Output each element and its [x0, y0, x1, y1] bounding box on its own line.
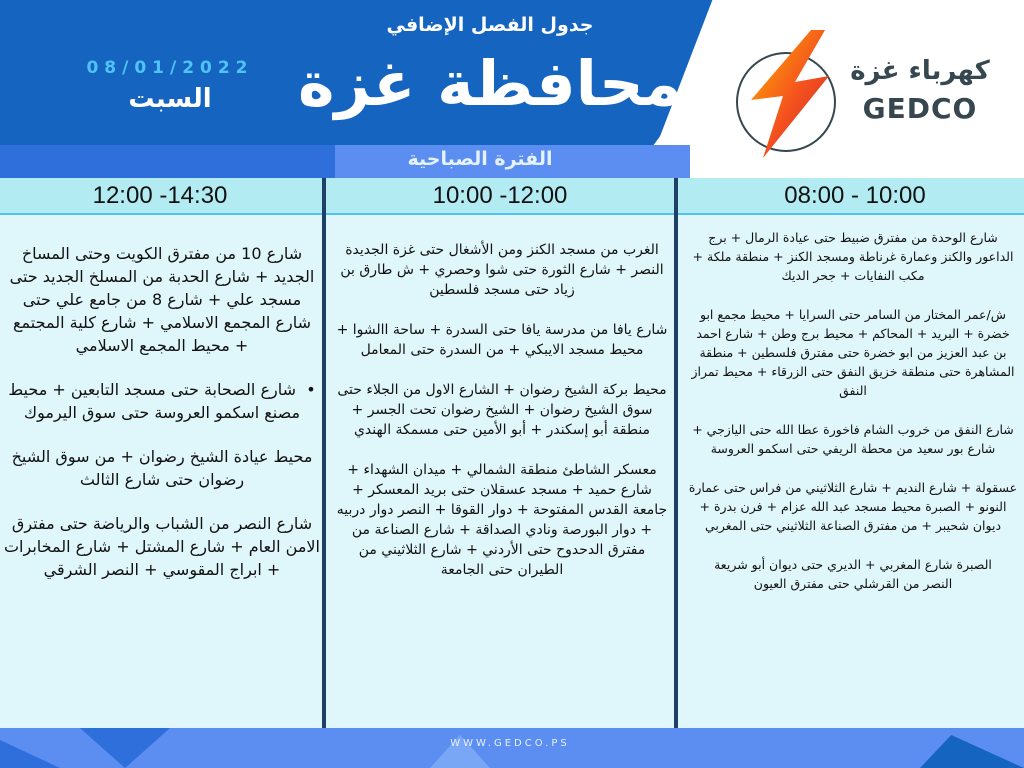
area-block: الغرب من مسجد الكنز ومن الأشغال حتى غزة الجديدة النصر + شارع الثورة حتى شوا وحصري + ش طارق بن زياد حتى مسجد فلسطين [340, 242, 664, 298]
area-block: محيط بركة الشيخ رضوان + الشارع الاول من الجلاء حتى سوق الشيخ رضوان + الشيخ رضوان تحت الجسر + منطقة أبو إسكندر + أبو الأمين حتى مسمكة الهندي [337, 382, 667, 438]
time-slot-1: 08:00 - 10:00 [784, 182, 926, 209]
area-block: الصبرة شارع المغربي + الديري حتى ديوان أبو شريعة [714, 557, 992, 572]
area-block: شارع النفق من خروب الشام فاخورة عطا الله حتى اليازجي + شارع بور سعيد من محطة الريفي حتى اسكمو العروسة [692, 422, 1014, 456]
time-slot-2: 10:00 -12:00 [432, 182, 568, 209]
areas-column-3 [4, 242, 320, 581]
column-divider [674, 178, 678, 728]
area-block [4, 378, 320, 424]
area-block: محيط عيادة الشيخ رضوان + من سوق الشيخ رضوان حتى شارع الثالث [11, 447, 313, 489]
logo-arabic-name: كهرباء غزة [850, 56, 990, 86]
area-block: شارع النصر من الشباب والرياضة حتى مفترق الامن العام + شارع المشتل + شارع المخابرات + ابراج المقوسي + النصر الشرقي [3, 514, 320, 579]
period-label: الفترة الصباحية [407, 148, 553, 170]
areas-column-1 [688, 228, 1018, 593]
area-block: شارع 10 من مفترق الكويت وحتى المساخ الجديد + شارع الحدبة من المسلخ الجديد حتى مسجد علي + شارع 8 من جامع علي حتى شارع المجمع الاسلامي + شارع كلية المجتمع + محيط المجمع الاسلامي [9, 244, 315, 355]
area-block: شارع يافا من مدرسة يافا حتى السدرة + ساحة االشوا + محيط مسجد الايبكي + من السدرة حتى المعامل [336, 322, 668, 358]
area-block: شارع الوحدة من مفترق ضبيط حتى عيادة الرمال + برج الداعور والكنز وعمارة غرناطة ومسجد الكنز + منطقة ملكة + مكب النفايات + جحر الديك [692, 230, 1014, 283]
schedule-day: السبت [128, 84, 212, 114]
logo-english-name: GEDCO [862, 92, 978, 125]
area-block-text: شارع الصحابة حتى مسجد التابعين + محيط مصنع اسكمو العروسة حتى سوق اليرموك [8, 380, 301, 422]
table-header-divider [0, 213, 1024, 215]
area-block: معسكر الشاطئ منطقة الشمالي + ميدان الشهداء + شارع حميد + مسجد عسقلان حتى بريد المعسكر + جامعة القدس المفتوحة + دوار القوقا + النصر دوار دربيه + دوار البورصة ونادي الصداقة + شارع الصناعة من مفترق الدحدوح حتى الأردني + شارع الثلاثيني من الطيران حتى الجامعة [336, 462, 668, 578]
area-block: النصر من القرشلي حتى مفترق العيون [753, 576, 953, 591]
governorate-title: محافظة غزة [297, 47, 683, 120]
time-slot-3: 12:00 -14:30 [92, 182, 228, 209]
schedule-date: 08/01/2022 [86, 58, 254, 78]
column-divider [322, 178, 326, 728]
schedule-subtitle: جدول الفصل الإضافي [386, 14, 594, 36]
lightning-bolt-icon [745, 30, 835, 160]
website-url: WWW.GEDCO.PS [450, 738, 570, 749]
area-block: ش/عمر المختار من السامر حتى السرايا + محيط مجمع ابو خضرة + البريد + المحاكم + محيط برج وطن + شارع احمد بن عبد العزيز من ابو خضرة حتى مفترق فلسطين + منطقة المشاهرة حتى منطقة خزيق النفق حتى الزرقاء + محيط تمراز النفق [691, 307, 1015, 398]
areas-column-2 [336, 240, 668, 580]
bullet-icon: • [296, 380, 316, 399]
area-block: عسقولة + شارع النديم + شارع الثلاثيني من فراس حتى عمارة النونو + الصبرة محيط مسجد عبد الله عزام + فرن بدرة + ديوان شحيبر + من مفترق الصناعة الثلاثيني حتى المغربي [688, 480, 1018, 533]
